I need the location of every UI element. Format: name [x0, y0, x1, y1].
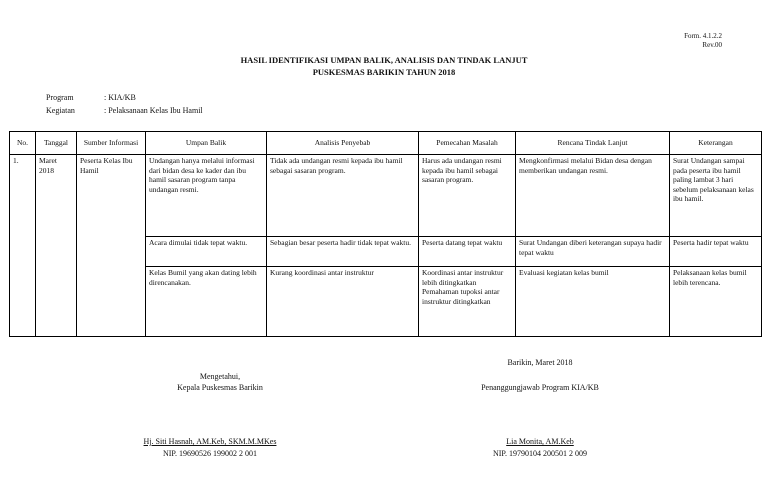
header-analisis: Analisis Penyebab	[267, 132, 419, 155]
cell-rencana: Evaluasi kegiatan kelas bumil	[516, 267, 670, 337]
left-acknowledged: Mengetahui,	[199, 372, 241, 381]
form-number	[684, 32, 722, 50]
program-value: : KIA/KB	[104, 93, 136, 102]
feedback-table	[9, 131, 762, 337]
kegiatan-label: Kegiatan	[46, 106, 75, 115]
cell-pemecahan: Peserta datang tepat waktu	[419, 237, 516, 267]
right-signature-title	[440, 358, 640, 392]
left-signer-nip: NIP. 19690526 199002 2 001	[162, 449, 257, 458]
right-signer-name: Lia Monita, AM.Keb	[506, 437, 574, 446]
right-signature-block	[440, 437, 640, 458]
header-no: No.	[10, 132, 36, 155]
kegiatan-value: : Pelaksanaan Kelas Ibu Hamil	[104, 106, 203, 115]
document-title	[0, 54, 768, 78]
program-label: Program	[46, 93, 74, 102]
header-rencana: Rencana Tindak Lanjut	[516, 132, 670, 155]
cell-no: 1.	[10, 155, 36, 337]
left-signature-block	[100, 437, 320, 458]
cell-keterangan: Pelaksanaan kelas bumil lebih terencana.	[670, 267, 762, 337]
cell-analisis: Tidak ada undangan resmi kepada ibu hamil sebagai sasaran program.	[267, 155, 419, 237]
form-revision: Rev.00	[702, 41, 722, 49]
cell-rencana: Mengkonfirmasi melalui Bidan desa dengan memberikan undangan resmi.	[516, 155, 670, 237]
left-signature-title	[130, 372, 310, 392]
left-role: Kepala Puskesmas Barikin	[177, 383, 263, 392]
right-role: Penanggungjawab Program KIA/KB	[481, 383, 599, 392]
header-pemecahan: Pemecahan Masalah	[419, 132, 516, 155]
title-line-2: PUSKESMAS BARIKIN TAHUN 2018	[312, 67, 456, 77]
cell-umpan: Undangan hanya melalui informasi dari bidan desa ke kader dan ibu hamil sasaran program tanpa undangan resmi.	[146, 155, 267, 237]
cell-rencana: Surat Undangan diberi keterangan supaya hadir tepat waktu	[516, 237, 670, 267]
cell-tanggal: Maret 2018	[36, 155, 77, 337]
table-header-row	[10, 132, 762, 155]
cell-keterangan: Peserta hadir tepat waktu	[670, 237, 762, 267]
cell-pemecahan: Harus ada undangan resmi kepada ibu hamil sebagai sasaran program.	[419, 155, 516, 237]
cell-analisis: Sebagian besar peserta hadir tidak tepat waktu.	[267, 237, 419, 267]
cell-sumber: Peserta Kelas Ibu Hamil	[77, 155, 146, 337]
right-signer-nip: NIP. 19790104 200501 2 009	[492, 449, 587, 458]
cell-umpan: Kelas Bumil yang akan dating lebih direncanakan.	[146, 267, 267, 337]
left-signer-name: Hj. Siti Hasnah, AM.Keb, SKM.M.MKes	[143, 437, 277, 446]
header-sumber: Sumber Informasi	[77, 132, 146, 155]
header-keterangan: Keterangan	[670, 132, 762, 155]
form-code: Form. 4.1.2.2	[684, 32, 722, 40]
title-line-1: HASIL IDENTIFIKASI UMPAN BALIK, ANALISIS DAN TINDAK LANJUT	[240, 55, 528, 65]
right-place-date: Barikin, Maret 2018	[507, 358, 573, 367]
header-tanggal: Tanggal	[36, 132, 77, 155]
table-row	[10, 155, 762, 237]
cell-pemecahan: Koordinasi antar instruktur lebih ditingkatkan Pemahaman tupoksi antar instruktur ditingkatkan	[419, 267, 516, 337]
cell-analisis: Kurang koordinasi antar instruktur	[267, 267, 419, 337]
cell-keterangan: Surat Undangan sampai pada peserta ibu hamil paling lambat 3 hari sebelum pelaksanaan kelas ibu hamil.	[670, 155, 762, 237]
cell-umpan: Acara dimulai tidak tepat waktu.	[146, 237, 267, 267]
header-umpan: Umpan Balik	[146, 132, 267, 155]
